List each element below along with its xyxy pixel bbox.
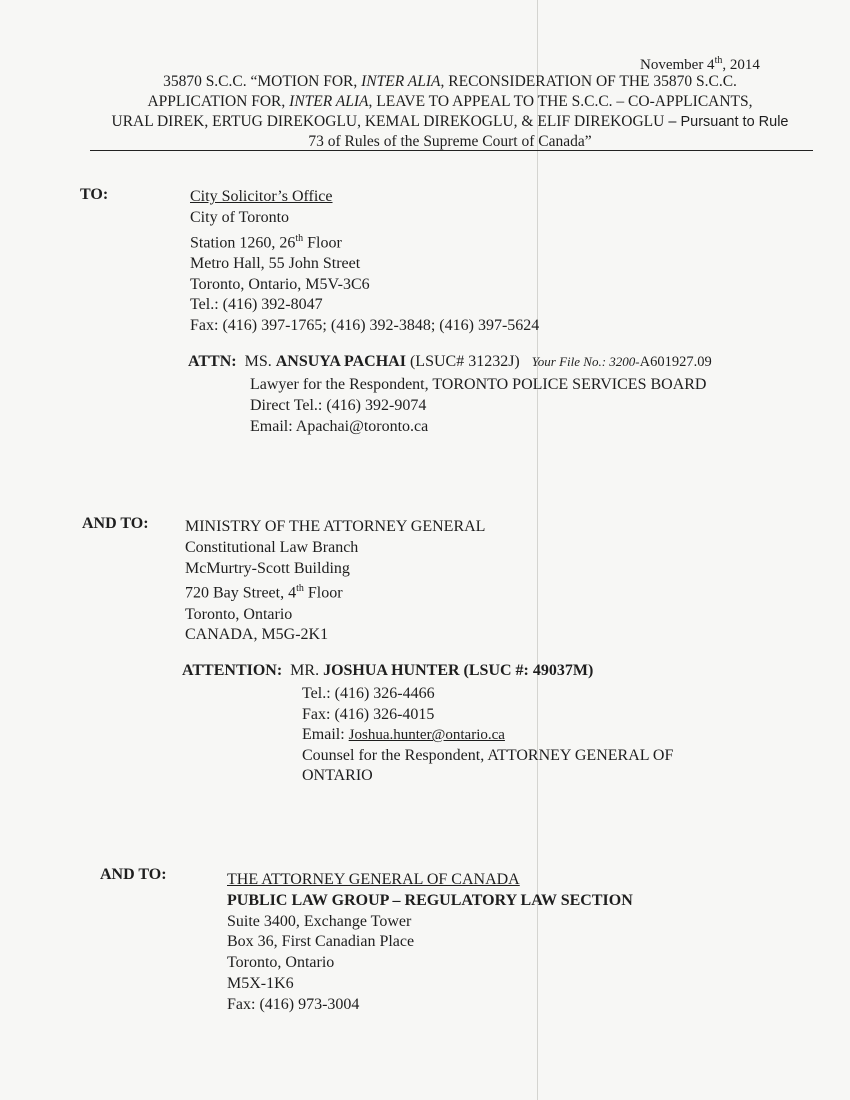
attention-email-line: Email: Joshua.hunter@ontario.ca [302, 726, 505, 744]
attn-tel: Direct Tel.: (416) 392-9074 [250, 396, 427, 414]
title-line-2: APPLICATION FOR, INTER ALIA, LEAVE TO APPEAL TO THE S.C.C. – CO-APPLICANTS, [147, 93, 753, 110]
agc-address-block [227, 870, 633, 1016]
agc-city: Toronto, Ontario [227, 954, 335, 972]
document-title [60, 72, 840, 152]
to-postal: Toronto, Ontario, M5V-3C6 [190, 275, 370, 293]
attention-role-1: Counsel for the Respondent, ATTORNEY GENERAL OF [302, 746, 674, 764]
ministry-city: Toronto, Ontario [185, 605, 293, 623]
agc-box: Box 36, First Canadian Place [227, 933, 415, 951]
title-rule-under-text [298, 150, 601, 151]
file-label: Your File No.: 3200- [531, 354, 640, 369]
ministry-postal: CANADA, M5G-2K1 [185, 626, 329, 644]
title-rule-left [90, 150, 298, 151]
and-to-label-1: AND TO: [82, 515, 149, 532]
to-tel: Tel.: (416) 392-8047 [190, 296, 323, 314]
to-label: TO: [80, 186, 109, 203]
to-address-block [190, 187, 539, 337]
attention-tel: Tel.: (416) 326-4466 [302, 685, 435, 702]
ministry-building: McMurtry-Scott Building [185, 559, 350, 577]
title-line-1: 35870 S.C.C. “MOTION FOR, INTER ALIA, RECONSIDERATION OF THE 35870 S.C.C. [163, 73, 737, 90]
to-city: City of Toronto [190, 208, 290, 226]
to-station: Station 1260, 26th Floor [190, 232, 342, 251]
agc-fax: Fax: (416) 973-3004 [227, 995, 360, 1013]
ministry-street: 720 Bay Street, 4th Floor [185, 583, 343, 602]
to-attn-line: ATTN: MS. ANSUYA PACHAI (LSUC# 31232J) Your File No.: 3200-A601927.09 [188, 353, 712, 370]
attn-email: Email: Apachai@toronto.ca [250, 417, 429, 435]
and-to-label-2: AND TO: [100, 866, 167, 883]
to-office: City Solicitor’s Office [190, 188, 333, 205]
title-rule-right [601, 150, 813, 151]
attn-role: Lawyer for the Respondent, TORONTO POLICE SERVICES BOARD [250, 376, 707, 393]
agc-group: PUBLIC LAW GROUP – REGULATORY LAW SECTION [227, 891, 633, 909]
file-number: A601927.09 [639, 354, 712, 370]
to-attn-details [250, 375, 706, 437]
ministry-address-block [185, 517, 485, 646]
attention-role-2: ONTARIO [302, 767, 373, 785]
ministry-name: MINISTRY OF THE ATTORNEY GENERAL [185, 518, 486, 535]
agc-postal: M5X-1K6 [227, 974, 294, 992]
attention-email[interactable]: Joshua.hunter@ontario.ca [348, 727, 505, 744]
document-date: November 4th, 2014 [640, 55, 760, 73]
attention-fax: Fax: (416) 326-4015 [302, 705, 435, 723]
to-address: Metro Hall, 55 John Street [190, 254, 361, 272]
title-line-4: 73 of Rules of the Supreme Court of Canada” [308, 133, 592, 150]
agc-suite: Suite 3400, Exchange Tower [227, 912, 412, 930]
attention-line: ATTENTION: MR. JOSHUA HUNTER (LSUC #: 49037M) [182, 662, 594, 679]
attention-details [302, 684, 673, 787]
attention-name: JOSHUA HUNTER (LSUC #: 49037M) [323, 662, 594, 679]
agc-office: THE ATTORNEY GENERAL OF CANADA [227, 871, 520, 888]
attention-label: ATTENTION: [182, 662, 283, 679]
attn-name: ANSUYA PACHAI [275, 353, 406, 370]
attn-label: ATTN: [188, 353, 237, 370]
to-fax: Fax: (416) 397-1765; (416) 392-3848; (416) 397-5624 [190, 317, 540, 335]
title-line-3: URAL DIREK, ERTUG DIREKOGLU, KEMAL DIREKOGLU, & ELIF DIREKOGLU – Pursuant to Rule [111, 113, 789, 130]
ministry-branch: Constitutional Law Branch [185, 538, 359, 556]
